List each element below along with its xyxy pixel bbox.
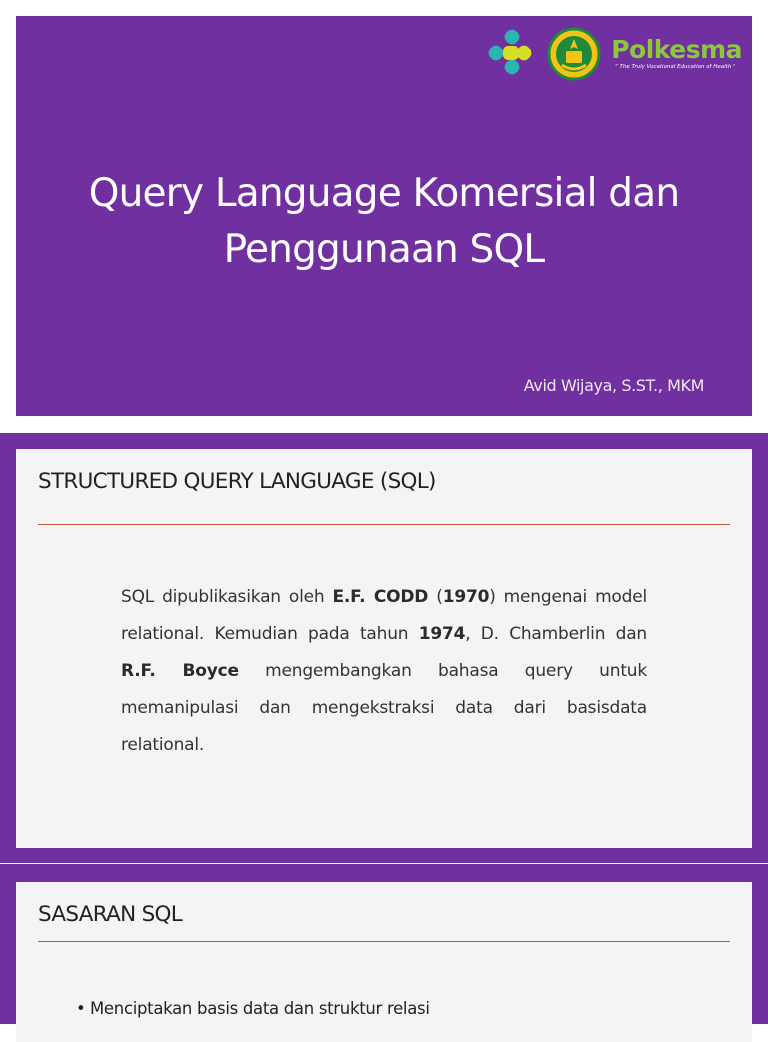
content-panel bbox=[16, 882, 752, 1042]
para-text: ) mengenai model relational. Kemudian pada tahun bbox=[121, 587, 647, 644]
title-slide bbox=[16, 16, 752, 416]
presentation-title bbox=[16, 166, 752, 278]
para-bold-boyce: R.F. Boyce bbox=[121, 661, 239, 681]
slide-title: SASARAN SQL bbox=[38, 902, 183, 927]
slide-sql-goals bbox=[0, 864, 768, 1024]
para-bold-codd: E.F. CODD bbox=[332, 587, 429, 607]
polkesma-tagline: " The Truly Vocational Education of Health " bbox=[615, 64, 736, 70]
para-text: , D. Chamberlin dan bbox=[465, 624, 647, 644]
title-divider bbox=[38, 524, 730, 525]
polkesma-wordmark: Polkesma bbox=[611, 35, 742, 64]
bullet-text: Menciptakan basis data dan struktur relasi bbox=[90, 999, 430, 1018]
para-bold-1970: 1970 bbox=[442, 587, 490, 607]
para-text: SQL dipublikasikan oleh bbox=[121, 587, 333, 607]
body-paragraph bbox=[121, 579, 647, 764]
title-line-1: Query Language Komersial dan bbox=[88, 171, 680, 216]
kemenkes-logo-icon bbox=[485, 28, 537, 80]
slide-title: STRUCTURED QUERY LANGUAGE (SQL) bbox=[38, 469, 436, 494]
author-name: Avid Wijaya, S.ST., MKM bbox=[523, 376, 704, 395]
institution-seal-icon bbox=[547, 27, 601, 81]
bullet-item bbox=[76, 999, 430, 1018]
polkesma-logo bbox=[611, 37, 742, 71]
para-text: ( bbox=[428, 587, 443, 607]
content-panel bbox=[16, 449, 752, 848]
bullet-dot-icon: • bbox=[76, 999, 86, 1018]
title-divider bbox=[38, 941, 730, 942]
para-bold-1974: 1974 bbox=[418, 624, 466, 644]
para-text: mengembangkan bahasa query untuk memanipulasi dan mengekstraksi data dari basisdata relational. bbox=[121, 661, 648, 755]
logo-group bbox=[485, 26, 742, 82]
title-line-2: Penggunaan SQL bbox=[223, 227, 545, 272]
slide-sql-definition bbox=[0, 433, 768, 863]
